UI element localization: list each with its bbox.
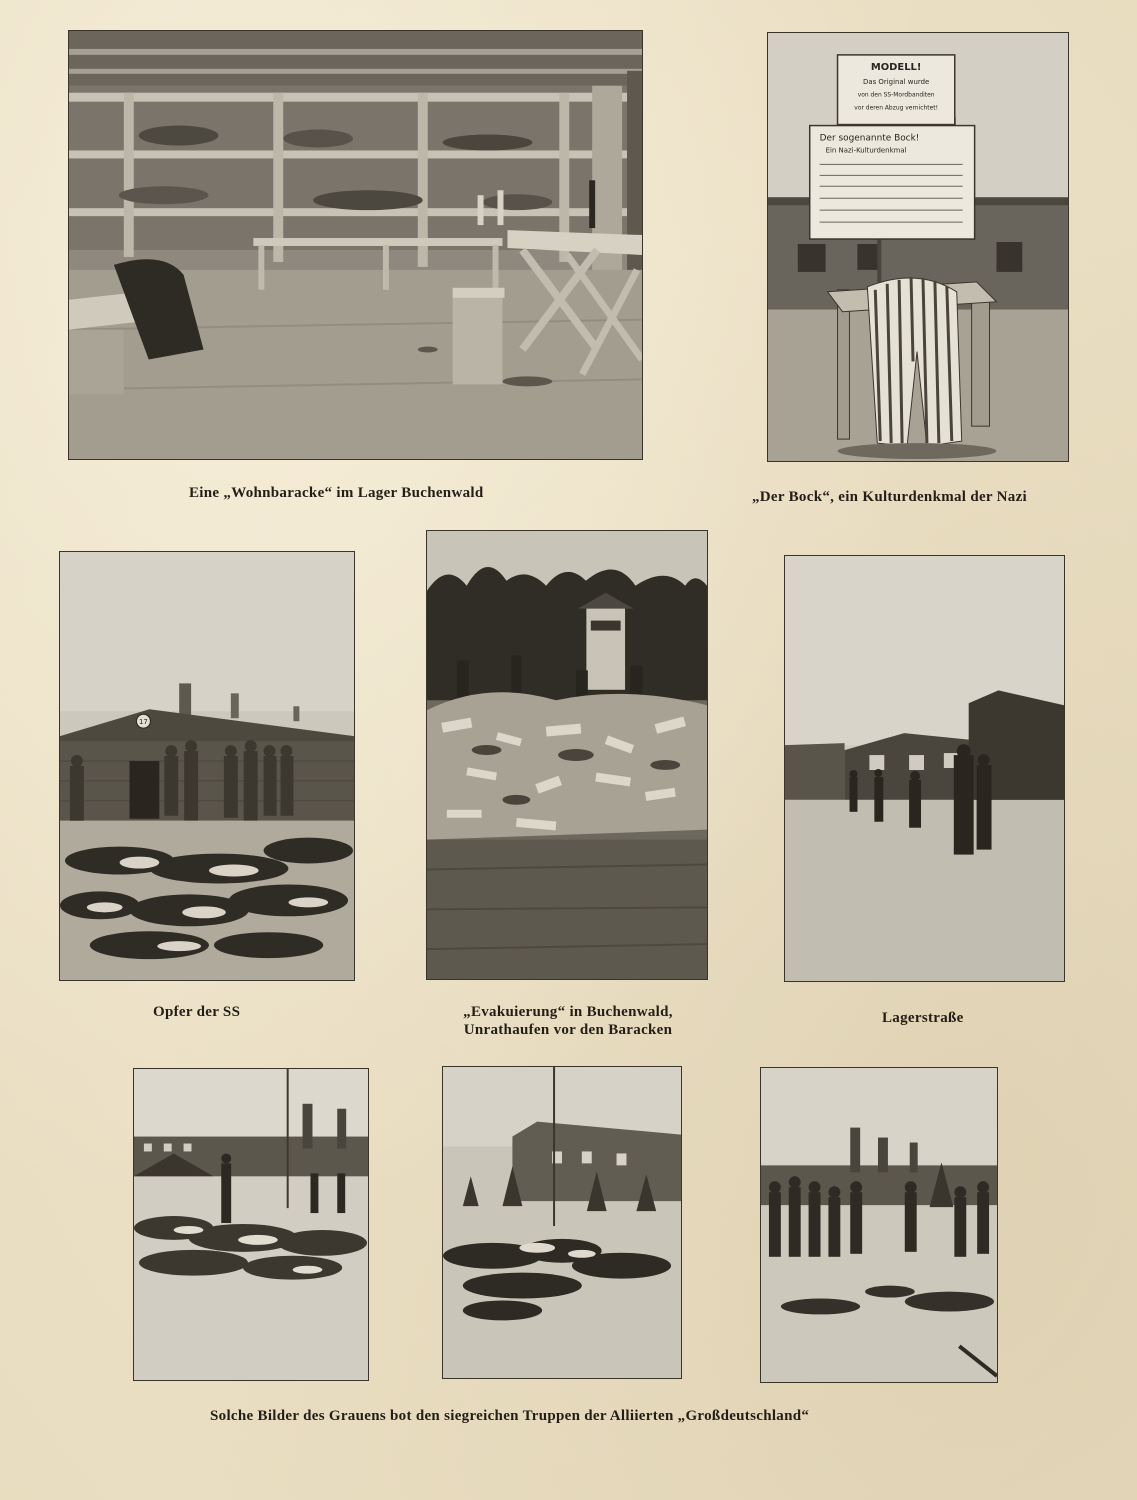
sign-bottom-title: Der sogenannte Bock!	[819, 133, 920, 144]
photo-bottom-left	[133, 1068, 369, 1381]
photo-bottom-center	[442, 1066, 682, 1379]
photo-lagerstrasse	[784, 555, 1065, 982]
caption-barracks-interior: Eine „Wohnbaracke“ im Lager Buchenwald	[189, 485, 484, 501]
sign-bottom-subtitle: Ein Nazi-Kulturdenkmal	[825, 146, 907, 155]
photo-bottom-right	[760, 1067, 998, 1383]
photo-der-bock	[767, 32, 1069, 462]
sign-top-line3: von den SS-Mordbanditen	[857, 91, 935, 99]
caption-evakuierung-line1: „Evakuierung“ in Buchenwald,	[463, 1004, 673, 1020]
photo-barracks-interior	[68, 30, 643, 460]
caption-evakuierung-line2: Unrathaufen vor den Baracken	[463, 1022, 673, 1038]
sign-top-line1: MODELL!	[870, 61, 922, 73]
caption-evakuierung	[440, 1003, 696, 1039]
sign-top-line4: vor deren Abzug vernichtet!	[854, 104, 938, 112]
caption-lagerstrasse: Lagerstraße	[882, 1010, 964, 1026]
photo-evakuierung	[426, 530, 708, 980]
caption-opfer-der-ss: Opfer der SS	[153, 1004, 241, 1020]
caption-der-bock: „Der Bock“, ein Kulturdenkmal der Nazi	[752, 489, 1028, 505]
sign-top-line2: Das Original wurde	[862, 77, 930, 86]
caption-bottom: Solche Bilder des Grauens bot den siegreichen Truppen der Alliierten „Großdeutschland“	[210, 1408, 810, 1424]
photo-opfer-der-ss	[59, 551, 355, 981]
barrack-number: 17	[139, 718, 148, 727]
